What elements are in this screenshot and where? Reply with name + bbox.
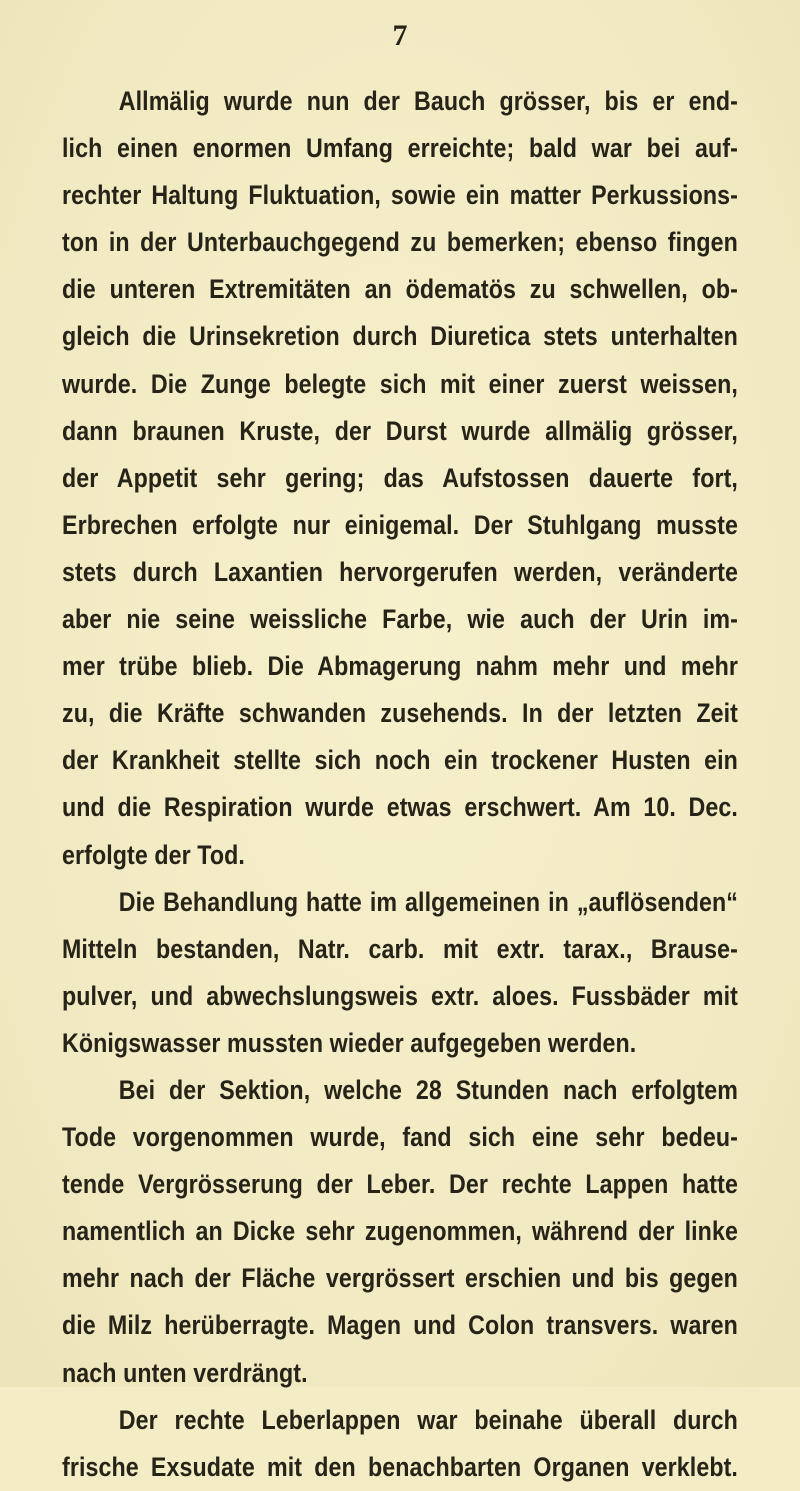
text-line: Erbrechen erfolgte nur einigemal. Der Stuhlgang musste xyxy=(62,509,738,540)
text-line: mer trübe blieb. Die Abmagerung nahm mehr und mehr xyxy=(62,651,738,682)
text-line: die unteren Extremitäten an ödematös zu schwellen, ob- xyxy=(62,274,738,305)
text-line: Königswasser mussten wieder aufgegeben werden. xyxy=(62,1027,637,1058)
text-line: Bei der Sektion, welche 28 Stunden nach erfolgtem xyxy=(118,1074,738,1105)
text-line: stets durch Laxantien hervorgerufen werden, veränderte xyxy=(62,556,738,587)
text-line: Tode vorgenommen wurde, fand sich eine sehr bedeu- xyxy=(62,1122,738,1153)
text-line: rechter Haltung Fluktuation, sowie ein matter Perkussions- xyxy=(62,180,738,211)
text-line: Mitteln bestanden, Natr. carb. mit extr. tarax., Brause- xyxy=(62,933,738,964)
text-line: dann braunen Kruste, der Durst wurde allmälig grösser, xyxy=(62,415,738,446)
text-line: frische Exsudate mit den benachbarten Organen verklebt. xyxy=(62,1451,738,1482)
text-line: ton in der Unterbauchgegend zu bemerken; ebenso fingen xyxy=(62,227,738,258)
text-line: pulver, und abwechslungsweis extr. aloes. Fussbäder mit xyxy=(62,980,738,1011)
text-line: die Milz herüberragte. Magen und Colon transvers. waren xyxy=(62,1310,738,1341)
text-line: Allmälig wurde nun der Bauch grösser, bis er end- xyxy=(118,86,738,116)
text-line: tende Vergrösserung der Leber. Der rechte Lappen hatte xyxy=(62,1169,738,1200)
text-line: Der rechte Leberlappen war beinahe überall durch xyxy=(118,1404,738,1435)
text-line: mehr nach der Fläche vergrössert erschien und bis gegen xyxy=(62,1263,738,1294)
text-line: der Appetit sehr gering; das Aufstossen dauerte fort, xyxy=(62,462,738,493)
body-text xyxy=(62,78,738,1491)
text-line: der Krankheit stellte sich noch ein trockener Husten ein xyxy=(62,745,738,776)
text-line: aber nie seine weissliche Farbe, wie auch der Urin im- xyxy=(62,604,738,635)
text-line: wurde. Die Zunge belegte sich mit einer zuerst weissen, xyxy=(62,368,738,399)
text-line: und die Respiration wurde etwas erschwert. Am 10. Dec. xyxy=(62,792,738,823)
page-number: 7 xyxy=(392,19,408,52)
text-line: nach unten verdrängt. xyxy=(62,1357,308,1388)
text-line: gleich die Urinsekretion durch Diuretica stets unterhalten xyxy=(62,321,738,352)
text-line: zu, die Kräfte schwanden zusehends. In der letzten Zeit xyxy=(62,698,738,729)
text-line: namentlich an Dicke sehr zugenommen, während der linke xyxy=(62,1216,738,1247)
text-line: erfolgte der Tod. xyxy=(62,839,245,870)
text-line: Die Behandlung hatte im allgemeinen in „auflösenden“ xyxy=(118,886,738,917)
text-line: lich einen enormen Umfang erreichte; bald war bei auf- xyxy=(62,133,738,164)
